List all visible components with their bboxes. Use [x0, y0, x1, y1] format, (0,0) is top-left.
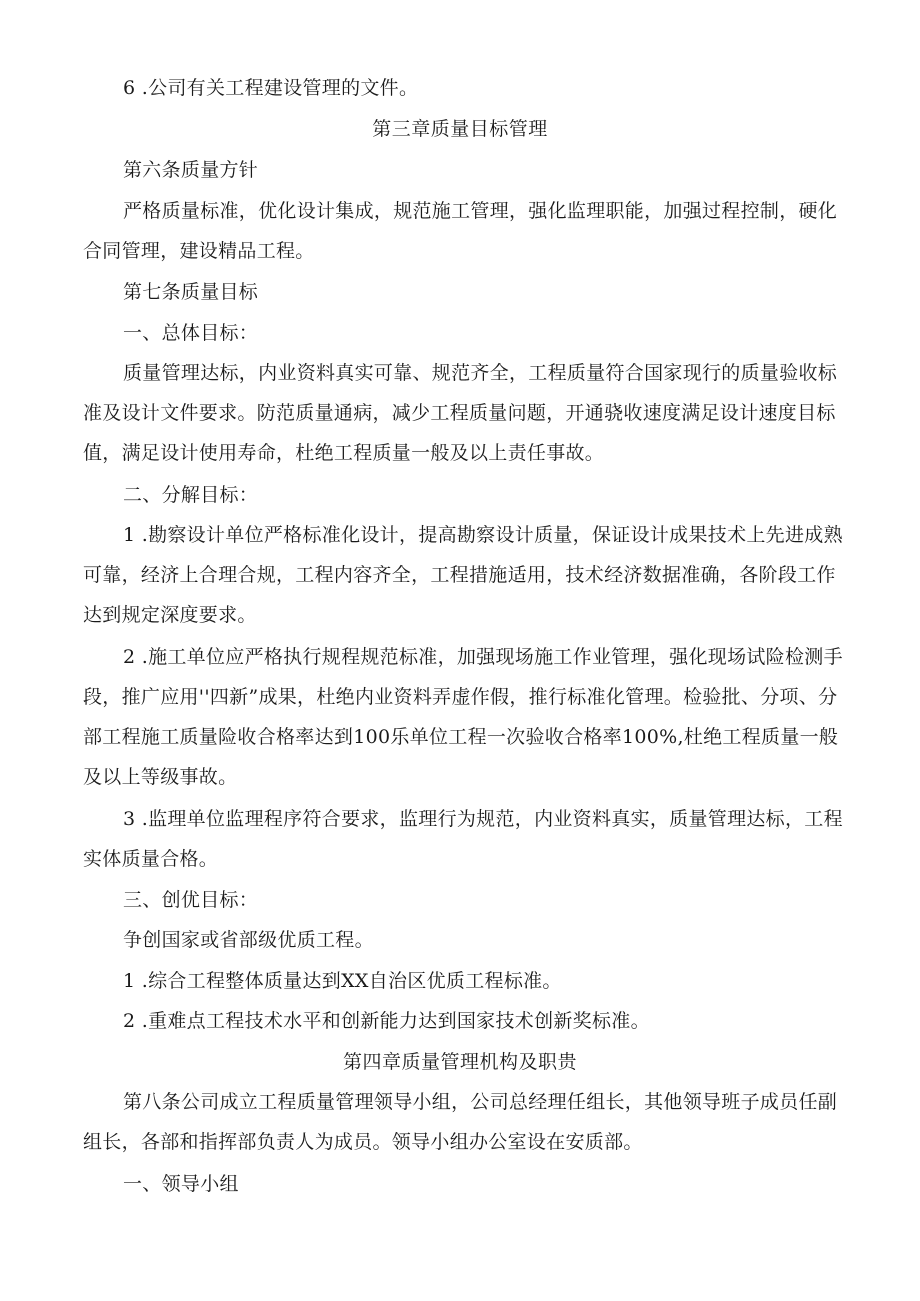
excellence-target-text: 争创国家或省部级优质工程。	[123, 929, 374, 951]
article-7-title: 第七条质量目标	[123, 281, 259, 303]
excellence-target-title: 三、创优目标：	[123, 889, 259, 911]
chapter-4-heading: 第四章质量管理机构及职贵	[342, 1051, 577, 1073]
excellence-item-1: 1 .综合工程整体质量达到XX自治区优质工程标准。	[123, 970, 562, 992]
article-8-text: 第八条公司成立工程质量管理领导小组，公司总经理任组长，其他领导班子成员任副组长，各部和指挥部负责人为成员。领导小组办公室设在安质部。	[83, 1091, 838, 1153]
excellence-item-2: 2 .重难点工程技术水平和创新能力达到国家技术创新奖标准。	[123, 1010, 650, 1032]
overall-target-title: 一、总体目标：	[123, 322, 259, 344]
quality-policy-text: 严格质量标准，优化设计集成，规范施工管理，强化监理职能，加强过程控制，硬化合同管理，建设精品工程。	[83, 200, 838, 262]
chapter-3-heading: 第三章质量目标管理	[372, 118, 548, 140]
article-6-title: 第六条质量方针	[123, 159, 259, 181]
sub-target-supervision: 3 .监理单位监理程序符合要求，监理行为规范，内业资料真实，质量管理达标，工程实体质量合格。	[83, 808, 843, 870]
sub-target-title: 二、分解目标：	[123, 484, 259, 506]
sub-target-design: 1 .勘察设计单位严格标准化设计，提高勘察设计质量，保证设计成果技术上先进成熟可靠，经济上合理合规，工程内容齐全，工程措施适用，技术经济数据准确，各阶段工作达到规定深度要求。	[83, 524, 843, 626]
item-company-documents: 6 .公司有关工程建设管理的文件。	[123, 77, 419, 99]
leadership-group-title: 一、领导小组	[123, 1173, 239, 1195]
sub-target-construction: 2 .施工单位应严格执行规程规范标准，加强现场施工作业管理，强化现场试险检测手段，推广应用''四新”成果，杜绝内业资料弄虚作假，推行标准化管理。检验批、分项、分部工程施工质量险收合格率达到100乐单位工程一次验收合格率100%,杜绝工程质量一般及以上等级事故。	[83, 646, 843, 788]
overall-target-text: 质量管理达标，内业资料真实可靠、规范齐全，工程质量符合国家现行的质量验收标准及设计文件要求。防范质量通病，减少工程质量问题，开通骁收速度满足设计速度目标值，满足设计使用寿命，杜绝工程质量一般及以上责任事故。	[83, 362, 838, 464]
